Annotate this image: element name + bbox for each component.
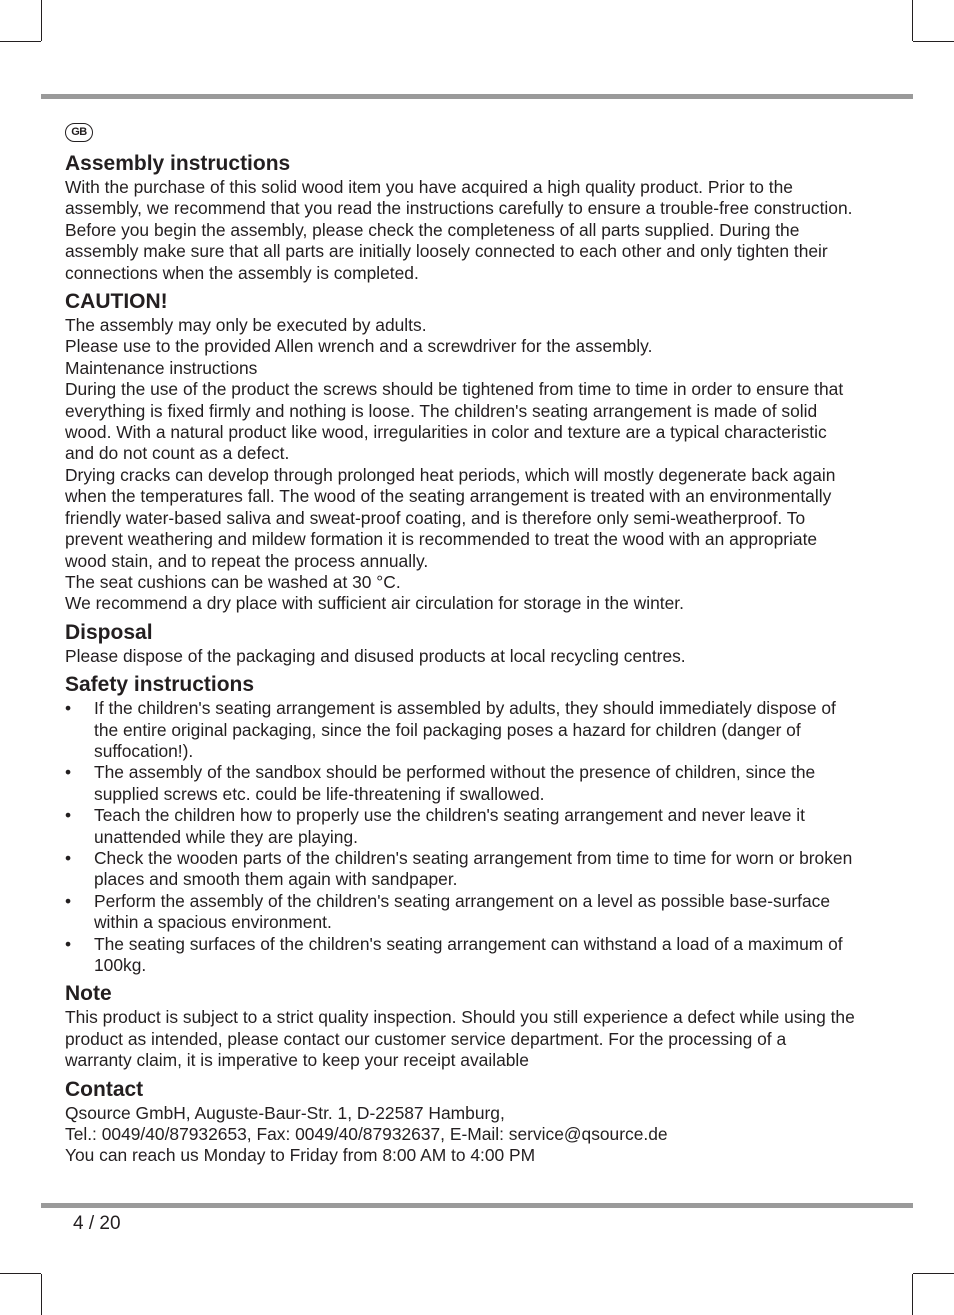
bottom-rule [41,1203,913,1208]
list-item-text: The assembly of the sandbox should be performed without the presence of children, since the supplied screws etc. could be life-threatening if swallowed. [94,762,816,804]
assembly-paragraph: With the purchase of this solid wood item you have acquired a high quality product. Prior to the assembly, we recommend that you read the instructions carefully to ensure a trouble-free construction. [65,177,853,219]
note-heading: Note [65,982,112,1006]
assembly-section [65,151,855,284]
caution-paragraph: We recommend a dry place with sufficient air circulation for storage in the winter. [65,593,684,614]
bullet: • [65,698,72,719]
safety-list [65,698,855,976]
note-section [65,981,855,1071]
contact-hours: You can reach us Monday to Friday from 8:00 AM to 4:00 PM [65,1145,536,1166]
crop-mark [912,1274,913,1315]
list-item [65,934,855,977]
bullet: • [65,890,72,911]
contact-phone-email: Tel.: 0049/40/87932653, Fax: 0049/40/87932637, E-Mail: service@qsource.de [65,1124,668,1145]
caution-paragraph: The assembly may only be executed by adults. [65,315,427,336]
note-paragraph: This product is subject to a strict quality inspection. Should you still experience a defect while using the product as intended, please contact our customer service department. For the processing of a warranty claim, it is imperative to keep your receipt available [65,1007,855,1071]
list-item-text: The seating surfaces of the children's seating arrangement can withstand a load of a maximum of 100kg. [94,933,843,975]
document-body [65,151,855,1167]
caution-section [65,289,855,615]
disposal-heading: Disposal [65,620,153,644]
assembly-heading: Assembly instructions [65,152,291,175]
caution-paragraph: Please use to the provided Allen wrench and a screwdriver for the assembly. [65,336,653,357]
language-badge: GB [65,123,93,142]
crop-mark [41,1274,42,1315]
list-item [65,762,855,805]
list-item-text: If the children's seating arrangement is assembled by adults, they should immediately dispose of the entire original packaging, since the foil packaging poses a hazard for children (danger of suffocation!). [94,698,836,761]
bullet: • [65,805,72,826]
list-item [65,805,855,848]
caution-paragraph: The seat cushions can be washed at 30 °C. [65,571,401,592]
crop-mark [912,0,913,41]
crop-mark [913,1273,954,1274]
contact-heading: Contact [65,1077,144,1101]
list-item-text: Check the wooden parts of the children's seating arrangement from time to time for worn or broken places and smooth them again with sandpaper. [94,847,853,890]
caution-paragraph: During the use of the product the screws should be tightened from time to time in order to ensure that everything is fixed firmly and nothing is loose. The children's seating arrangement is made of solid wood. With a natural product like wood, irregularities in color and texture are a typical characteristic and do not count as a defect. [65,379,844,464]
safety-section [65,672,855,976]
top-rule [41,94,913,99]
bullet: • [65,933,72,954]
list-item-text: Teach the children how to properly use the children's seating arrangement and never leave it unattended while they are playing. [94,805,805,847]
crop-mark [41,0,42,41]
list-item [65,891,855,934]
list-item-text: Perform the assembly of the children's seating arrangement on a level as possible base-surface within a spacious environment. [94,890,831,933]
disposal-paragraph: Please dispose of the packaging and disused products at local recycling centres. [65,645,686,666]
bullet: • [65,762,72,783]
page-number: 4 / 20 [73,1213,121,1234]
contact-address: Qsource GmbH, Auguste-Baur-Str. 1, D-22587 Hamburg, [65,1102,505,1123]
caution-heading: CAUTION! [65,290,168,314]
assembly-paragraph: Before you begin the assembly, please check the completeness of all parts supplied. During the assembly make sure that all parts are initially loosely connected to each other and only tighten their connections when the assembly is completed. [65,219,828,283]
safety-heading: Safety instructions [65,673,255,697]
list-item [65,848,855,891]
crop-mark [0,41,41,42]
maintenance-subheading: Maintenance instructions [65,357,258,378]
disposal-section [65,620,855,667]
crop-mark [913,41,954,42]
caution-paragraph: Drying cracks can develop through prolonged heat periods, which will mostly degenerate back again when the temperatures fall. The wood of the seating arrangement is treated with an environmentally friendly water-based saliva and sweat-proof coating, and is therefore only semi-weatherproof. To prevent weathering and mildew formation it is recommended to treat the wood with an appropriate wood stain, and to repeat the process annually. [65,464,836,571]
list-item [65,698,855,762]
crop-mark [0,1273,41,1274]
bullet: • [65,847,72,868]
contact-section [65,1077,855,1167]
